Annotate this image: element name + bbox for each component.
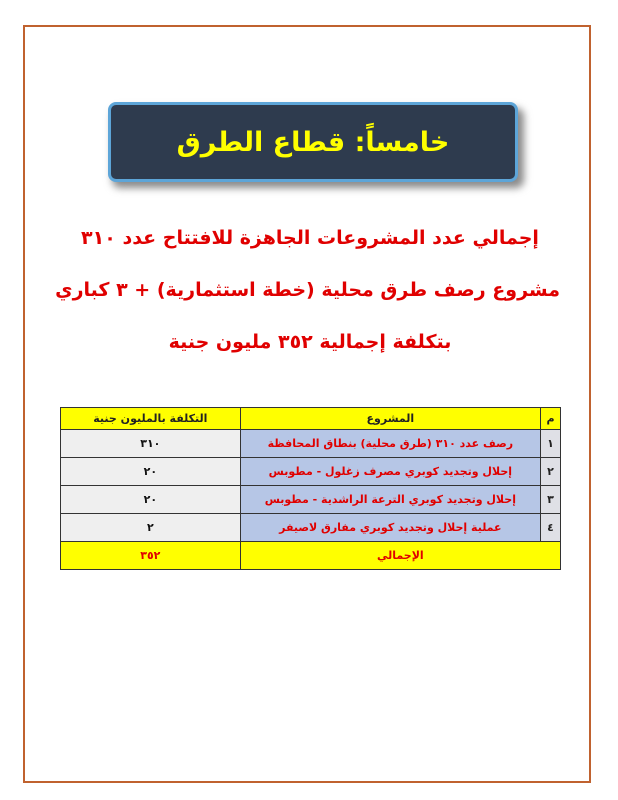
table-row [61, 514, 561, 542]
total-label: الإجمالي [240, 542, 560, 570]
total-row [61, 542, 561, 570]
header-cost: التكلفة بالمليون جنية [61, 408, 241, 430]
header-number: م [541, 408, 561, 430]
row-project: إحلال وتجديد كوبري الترعة الراشدية - مطوبس [240, 486, 540, 514]
table-row [61, 430, 561, 458]
table-row [61, 486, 561, 514]
row-project: إحلال وتجديد كوبري مصرف زغلول - مطوبس [240, 458, 540, 486]
row-cost: ٢٠ [61, 458, 241, 486]
total-value: ٣٥٢ [61, 542, 241, 570]
row-cost: ٢ [61, 514, 241, 542]
row-number: ٤ [541, 514, 561, 542]
row-cost: ٢٠ [61, 486, 241, 514]
summary-line-1: إجمالي عدد المشروعات الجاهزة للافتتاح عدد ٣١٠ [81, 227, 539, 249]
projects-table [60, 407, 561, 570]
summary-text [55, 212, 560, 368]
summary-line-2: مشروع رصف طرق محلية (خطة استثمارية) + ٣ كباري [55, 279, 560, 301]
row-cost: ٣١٠ [61, 430, 241, 458]
header-project: المشروع [240, 408, 540, 430]
row-project: عملية إحلال وتجديد كوبري مفارق لاصيفر [240, 514, 540, 542]
row-number: ٣ [541, 486, 561, 514]
table-row [61, 458, 561, 486]
row-project: رصف عدد ٣١٠ (طرق محلية) بنطاق المحافظة [240, 430, 540, 458]
title-banner [108, 102, 518, 182]
row-number: ١ [541, 430, 561, 458]
table-header-row [61, 408, 561, 430]
summary-line-3: بتكلفة إجمالية ٣٥٢ مليون جنية [168, 331, 452, 353]
row-number: ٢ [541, 458, 561, 486]
page-title: خامساً: قطاع الطرق [176, 126, 450, 158]
